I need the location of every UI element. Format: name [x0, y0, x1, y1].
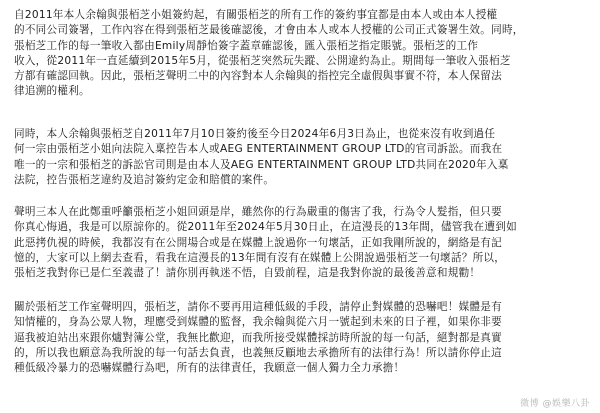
text-line: 逼我被迫站出來跟你爐對簿公堂，我無比歡迎，而我所接受媒體採訪時所說的每一句話，絕對都是真實: [14, 331, 502, 344]
text-line: 張栢芝工作的每一筆收入都由Emily周靜怡簽字蓋章確認後，匯入張栢芝指定賬號。張栢芝的工作: [14, 39, 479, 52]
text-line: 此惡拷仇視的時候，我都沒有在公開場合或是在媒體上說過你一句壞話，正如我剛所說的，網絡是有記: [14, 236, 502, 249]
text-line: 何一宗由張栢芝小姐向法院入稟控告本人或AEG ENTERTAINMENT GROUP LTD的官司訴訟。而我在: [14, 143, 503, 156]
text-line: 憶的，大家可以上網去查看，看我在這漫長的13年間有沒有在媒體上公開說過張栢芝一句壞話？所以，: [14, 251, 506, 264]
text-line: 自2011年本人余翰與張栢芝小姐簽約起，有關張栢芝的所有工作的簽約事宜都是由本人或由本人授權: [14, 9, 498, 21]
text-line: 聲明三本人在此鄭重呼籲張栢芝小姐回頭是岸，雖然你的行為嚴重的傷害了我，行為令人髮指，但只要: [14, 206, 502, 218]
text-line: 的不同公司簽署，工作內容在得到張栢芝最後確認後，才會由本人或本人授權的公司正式簽署生效。同時，: [14, 24, 524, 37]
text-line: 收入，從2011年一直延續到2015年5月，從張栢芝突然玩失蹤、公開違約為止。期間每一筆收入張栢芝: [14, 54, 511, 67]
text-line: 你真心悔過，我是可以原諒你的。從2011年至2024年5月30日止，在這漫長的13年間，儘管我在遭到如: [14, 221, 517, 234]
text-line: 關於張栢芝工作室聲明四，張栢芝，請你不要再用這種低級的手段，請停止對媒體的恐嚇吧！媒體是有: [14, 301, 502, 313]
watermark: 微博 @娛樂八卦: [520, 399, 590, 409]
text-line: 方都有確認回執。因此，張栢芝聲明二中的內容對本人余翰與的指控完全虛假與事實不符，本人保留法: [14, 70, 502, 83]
statement-paragraph-4: [14, 300, 589, 376]
text-line: 知情權的，身為公眾人物，理應受到媒體的監督，我余翰與從六月一號起到未來的日子裡，如果你非要: [14, 316, 502, 329]
text-line: 律追溯的權利。: [14, 85, 90, 98]
text-line: 同時，本人余翰與張栢芝自2011年7月10日簽約後至今日2024年6月3日為止，也從來沒有收到過任: [14, 128, 496, 140]
text-line: 唯一的一宗和張栢芝的訴訟官司則是由本人及AEG ENTERTAINMENT GROUP LTD共同在2020年入稟: [14, 158, 509, 171]
statement-paragraph-3: [14, 205, 589, 281]
text-line: 法院，控告張栢芝違約及追討簽約定金和賠償的案件。: [14, 173, 275, 186]
statement-paragraph-2: [14, 127, 589, 188]
statement-paragraph-1: [14, 8, 589, 100]
text-line: 的，所以我也願意為我所說的每一句話去負責，也義無反顧地去承擔所有的法律行為！所以請你停止這: [14, 346, 502, 359]
text-line: 張栢芝我對你已是仁至義盡了！請你別再執迷不悟，自毀前程，這是我對你說的最後善意和規勸！: [14, 267, 481, 280]
text-line: 種低級冷暴力的恐嚇媒體行為吧，所有的法律責任，我願意一個人獨力全力承擔！: [14, 362, 405, 375]
